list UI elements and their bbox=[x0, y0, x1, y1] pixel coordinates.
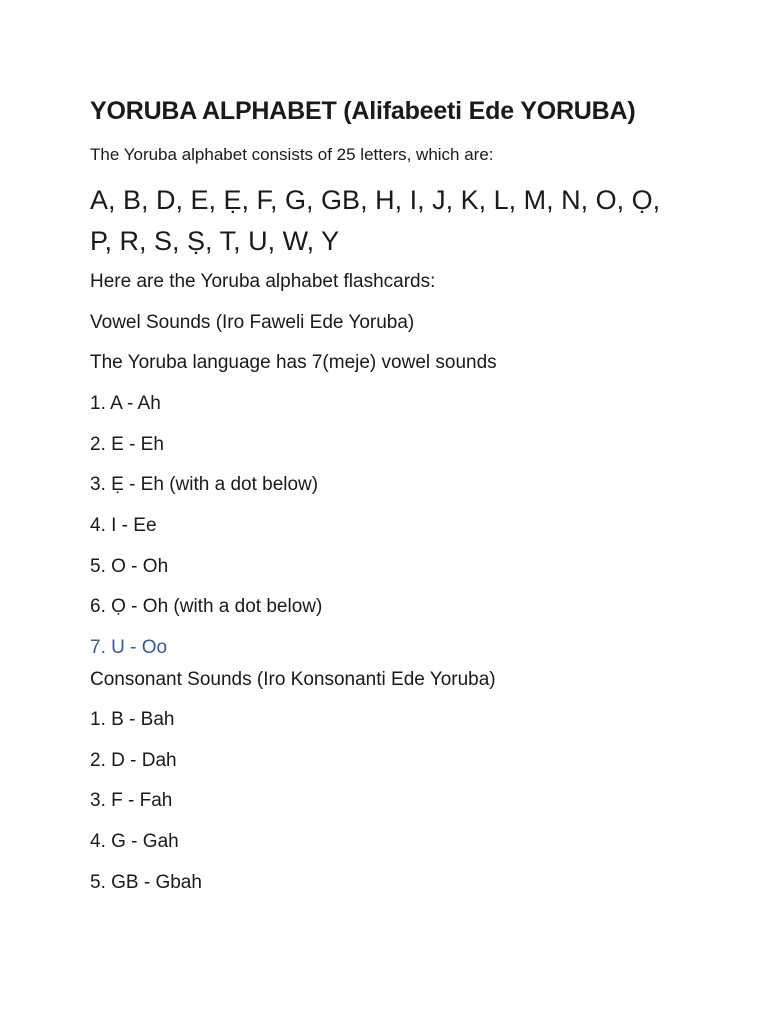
intro-text: The Yoruba alphabet consists of 25 letters, which are: bbox=[90, 145, 494, 164]
flashcards-intro: Here are the Yoruba alphabet flashcards: bbox=[90, 271, 436, 293]
alphabet-line-1: A, B, D, E, Ẹ, F, G, GB, H, I, J, K, L, M, N, O, Ọ, bbox=[90, 185, 661, 216]
consonant-item-g: 4. G - Gah bbox=[90, 831, 179, 853]
vowel-item-i: 4. I - Ee bbox=[90, 514, 157, 536]
consonant-item-d: 2. D - Dah bbox=[90, 749, 177, 771]
vowel-heading: Vowel Sounds (Iro Faweli Ede Yoruba) bbox=[90, 311, 415, 333]
consonant-item-b: 1. B - Bah bbox=[90, 709, 175, 731]
vowel-item-a: 1. A - Ah bbox=[90, 393, 161, 415]
vowel-item-o: 5. O - Oh bbox=[90, 555, 169, 577]
vowel-item-o-dot: 6. Ọ - Oh (with a dot below) bbox=[90, 596, 323, 618]
page-title: YORUBA ALPHABET (Alifabeeti Ede YORUBA) bbox=[90, 97, 636, 125]
consonant-item-gb: 5. GB - Gbah bbox=[90, 871, 202, 893]
alphabet-line-2: P, R, S, Ṣ, T, U, W, Y bbox=[90, 225, 340, 256]
vowel-item-u: 7. U - Oo bbox=[90, 636, 168, 658]
vowel-item-e: 2. E - Eh bbox=[90, 433, 164, 455]
vowel-intro: The Yoruba language has 7(meje) vowel sounds bbox=[90, 352, 497, 374]
alphabet-letters bbox=[90, 180, 678, 261]
consonant-heading: Consonant Sounds (Iro Konsonanti Ede Yoruba) bbox=[90, 668, 496, 690]
vowel-item-e-dot: 3. Ẹ - Eh (with a dot below) bbox=[90, 474, 319, 496]
consonant-item-f: 3. F - Fah bbox=[90, 790, 173, 812]
